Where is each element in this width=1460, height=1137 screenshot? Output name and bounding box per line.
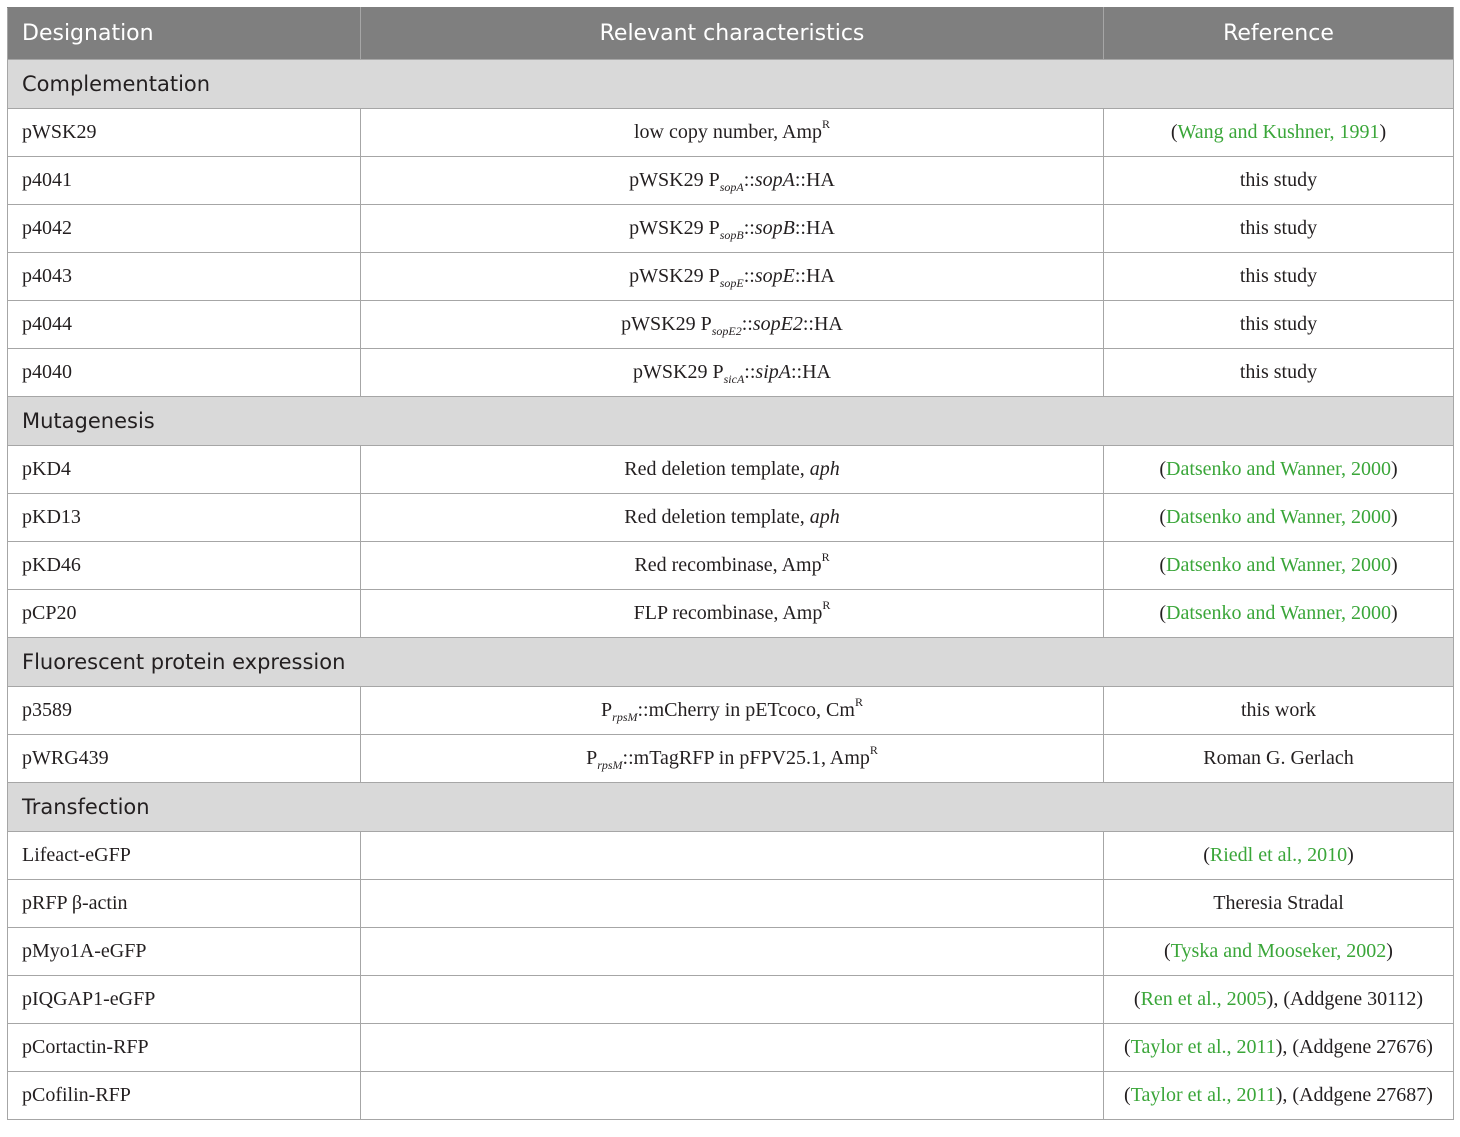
reference-cell: this study bbox=[1104, 157, 1454, 205]
characteristics-cell: pWSK29 $P_{sopE2}::sopE2::HA$ bbox=[361, 301, 1104, 349]
designation-cell: p4042 bbox=[8, 205, 361, 253]
section-title: Fluorescent protein expression bbox=[8, 638, 1454, 687]
designation-cell: p4040 bbox=[8, 349, 361, 397]
characteristics-cell: Red deletion template, aph bbox=[361, 446, 1104, 494]
designation-cell: pKD46 bbox=[8, 542, 361, 590]
table-row bbox=[8, 301, 1454, 349]
reference-link[interactable]: Riedl et al., 2010 bbox=[1209, 844, 1348, 866]
reference-link[interactable]: Ren et al., 2005 bbox=[1140, 988, 1267, 1010]
section-row-complementation bbox=[8, 60, 1454, 109]
characteristics-cell: pWSK29 $P_{sopB}::sopB::HA$ bbox=[361, 205, 1104, 253]
characteristics-cell: pWSK29 $P_{sicA}::sipA::HA$ bbox=[361, 349, 1104, 397]
section-row-transfection bbox=[8, 783, 1454, 832]
reference-cell: Theresia Stradal bbox=[1104, 880, 1454, 928]
section-title: Mutagenesis bbox=[8, 397, 1454, 446]
reference-cell: this study bbox=[1104, 205, 1454, 253]
table-row bbox=[8, 880, 1454, 928]
reference-cell: (Tyska and Mooseker, 2002) bbox=[1104, 928, 1454, 976]
reference-cell: this work bbox=[1104, 687, 1454, 735]
reference-cell: (Datsenko and Wanner, 2000) bbox=[1104, 542, 1454, 590]
reference-link[interactable]: Datsenko and Wanner, 2000 bbox=[1166, 602, 1391, 624]
table-row bbox=[8, 205, 1454, 253]
reference-cell: (Ren et al., 2005), (Addgene 30112) bbox=[1104, 976, 1454, 1024]
designation-cell: pKD13 bbox=[8, 494, 361, 542]
reference-cell: (Datsenko and Wanner, 2000) bbox=[1104, 590, 1454, 638]
table-row bbox=[8, 494, 1454, 542]
reference-cell: this study bbox=[1104, 349, 1454, 397]
reference-link[interactable]: Tyska and Mooseker, 2002 bbox=[1170, 940, 1387, 962]
designation-cell: pRFP β-actin bbox=[8, 880, 361, 928]
reference-link[interactable]: Datsenko and Wanner, 2000 bbox=[1166, 458, 1391, 480]
table-row bbox=[8, 542, 1454, 590]
header-reference: Reference bbox=[1104, 8, 1454, 60]
characteristics-cell: Red recombinase, Amp$^R$ bbox=[361, 542, 1104, 590]
section-row-mutagenesis bbox=[8, 397, 1454, 446]
reference-link[interactable]: Datsenko and Wanner, 2000 bbox=[1166, 506, 1391, 528]
characteristics-cell bbox=[361, 976, 1104, 1024]
characteristics-cell bbox=[361, 832, 1104, 880]
reference-cell: this study bbox=[1104, 253, 1454, 301]
designation-cell: pCortactin-RFP bbox=[8, 1024, 361, 1072]
reference-link[interactable]: Taylor et al., 2011 bbox=[1130, 1036, 1276, 1058]
reference-cell: (Datsenko and Wanner, 2000) bbox=[1104, 494, 1454, 542]
reference-link[interactable]: Wang and Kushner, 1991 bbox=[1177, 121, 1380, 143]
reference-cell: (Datsenko and Wanner, 2000) bbox=[1104, 446, 1454, 494]
characteristics-cell: pWSK29 $P_{sopA}::sopA::HA$ bbox=[361, 157, 1104, 205]
characteristics-cell bbox=[361, 880, 1104, 928]
reference-cell: (Taylor et al., 2011), (Addgene 27676) bbox=[1104, 1024, 1454, 1072]
designation-cell: p4043 bbox=[8, 253, 361, 301]
designation-cell: Lifeact-eGFP bbox=[8, 832, 361, 880]
section-title: Complementation bbox=[8, 60, 1454, 109]
table-header-row bbox=[8, 8, 1454, 60]
plasmids-table bbox=[7, 7, 1454, 1120]
designation-cell: pCP20 bbox=[8, 590, 361, 638]
characteristics-cell: $P_{rpsM}::mTagRFP$ in pFPV25.1, Amp$^R$ bbox=[361, 735, 1104, 783]
table-row bbox=[8, 349, 1454, 397]
table-row bbox=[8, 928, 1454, 976]
table-row bbox=[8, 1072, 1454, 1120]
characteristics-cell: FLP recombinase, Amp$^R$ bbox=[361, 590, 1104, 638]
table-row bbox=[8, 687, 1454, 735]
section-title: Transfection bbox=[8, 783, 1454, 832]
designation-cell: pWRG439 bbox=[8, 735, 361, 783]
designation-cell: pCofilin-RFP bbox=[8, 1072, 361, 1120]
reference-cell: this study bbox=[1104, 301, 1454, 349]
reference-cell: (Wang and Kushner, 1991) bbox=[1104, 109, 1454, 157]
table-row bbox=[8, 157, 1454, 205]
characteristics-cell bbox=[361, 1024, 1104, 1072]
table-row bbox=[8, 735, 1454, 783]
table-row bbox=[8, 832, 1454, 880]
table-row bbox=[8, 976, 1454, 1024]
characteristics-cell: Red deletion template, aph bbox=[361, 494, 1104, 542]
reference-cell: (Taylor et al., 2011), (Addgene 27687) bbox=[1104, 1072, 1454, 1120]
reference-link[interactable]: Taylor et al., 2011 bbox=[1130, 1084, 1276, 1106]
reference-cell: Roman G. Gerlach bbox=[1104, 735, 1454, 783]
designation-cell: p4041 bbox=[8, 157, 361, 205]
section-row-fluorescent bbox=[8, 638, 1454, 687]
designation-cell: pKD4 bbox=[8, 446, 361, 494]
designation-cell: pIQGAP1-eGFP bbox=[8, 976, 361, 1024]
reference-cell: (Riedl et al., 2010) bbox=[1104, 832, 1454, 880]
designation-cell: p4044 bbox=[8, 301, 361, 349]
table-row bbox=[8, 1024, 1454, 1072]
characteristics-cell bbox=[361, 928, 1104, 976]
designation-cell: p3589 bbox=[8, 687, 361, 735]
designation-cell: pWSK29 bbox=[8, 109, 361, 157]
characteristics-cell: pWSK29 $P_{sopE}::sopE::HA$ bbox=[361, 253, 1104, 301]
characteristics-cell: low copy number, Amp$^R$ bbox=[361, 109, 1104, 157]
table-row bbox=[8, 109, 1454, 157]
characteristics-cell: $P_{rpsM}::mCherry$ in pETcoco, $Cm^R$ bbox=[361, 687, 1104, 735]
table-row bbox=[8, 446, 1454, 494]
reference-link[interactable]: Datsenko and Wanner, 2000 bbox=[1166, 554, 1391, 576]
table-row bbox=[8, 590, 1454, 638]
header-characteristics: Relevant characteristics bbox=[361, 8, 1104, 60]
table-row bbox=[8, 253, 1454, 301]
characteristics-cell bbox=[361, 1072, 1104, 1120]
header-designation: Designation bbox=[8, 8, 361, 60]
designation-cell: pMyo1A-eGFP bbox=[8, 928, 361, 976]
